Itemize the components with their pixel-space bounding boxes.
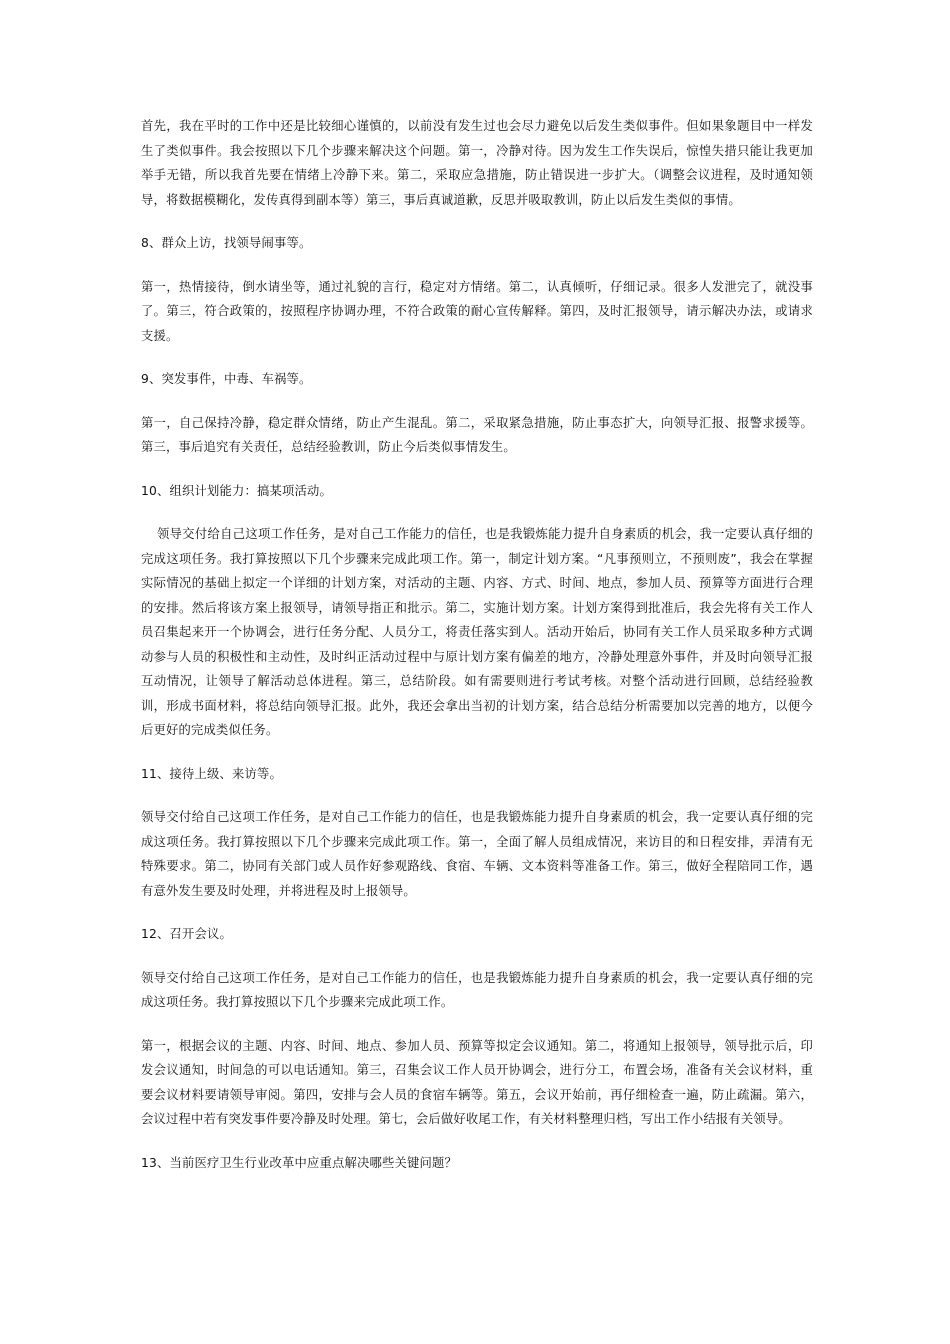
heading-organize-activity: 10、组织计划能力：搞某项活动。: [141, 483, 333, 498]
heading-meeting: 12、召开会议。: [141, 927, 233, 941]
paragraph-organize-activity: 领导交付给自己这项工作任务，是对自己工作能力的信任，也是我锻炼能力提升自身素质的机会，我一定要认真仔细的完成这项任务。我打算按照以下几个步骤来完成此项工作。第一，制定计划方案。“凡事预则立，不预则废”，我会在掌握实际情况的基础上拟定一个详细的计划方案，对活动的主题、内容、方式、时间、地点，参加人员、预算等方面进行合理的安排。然后将该方案上报领导，请领导指正和批示。第二，实施计划方案。计划方案得到批准后，我会先将有关工作人员召集起来开一个协调会，进行任务分配、人员分工，将责任落实到人。活动开始后，协同有关工作人员采取多种方式调动参与人员的积极性和主动性，及时纠正活动过程中与原计划方案有偏差的地方，冷静处理意外事件，并及时向领导汇报互动情况，让领导了解活动总体进程。第三，总结阶段。如有需要则进行考试考核。对整个活动进行回顾，总结经验教训，形成书面材料，将总结向领导汇报。此外，我还会拿出当初的计划方案，结合总结分析需要加以完善的地方，以便今后更好的完成类似任务。: [141, 527, 813, 737]
heading-emergency: 9、突发事件，中毒、车祸等。: [141, 372, 312, 386]
paragraph-petition: 第一，热情接待，倒水请坐等，通过礼貌的言行，稳定对方情绪。第二，认真倾听，仔细记录。很多人发泄完了，就没事了。第三，符合政策的，按照程序协调办理，不符合政策的耐心宣传解释。第四，及时汇报领导，请示解决办法，或请求支援。: [141, 279, 813, 343]
paragraph-emergency: 第一，自己保持冷静，稳定群众情绪，防止产生混乱。第二，采取紧急措施，防止事态扩大，向领导汇报、报警求援等。第三，事后追究有关责任，总结经验教训，防止今后类似事情发生。: [141, 415, 813, 454]
heading-petition: 8、群众上访，找领导闹事等。: [141, 236, 312, 250]
heading-reception: 11、接待上级、来访等。: [141, 766, 283, 781]
paragraph-mistake-handling: 首先，我在平时的工作中还是比较细心谨慎的，以前没有发生过也会尽力避免以后发生类似事件。但如果象题目中一样发生了类似事件。我会按照以下几个步骤来解决这个问题。第一，冷静对待。因为发生工作失误后，惊惶失措只能让我更加举手无错，所以我首先要在情绪上冷静下来。第二，采取应急措施，防止错误进一步扩大。（调整会议进程，及时通知领导，将数据模糊化，发传真得到副本等）第三，事后真诚道歉，反思并吸取教训，防止以后发生类似的事情。: [141, 119, 813, 207]
paragraph-meeting-intro: 领导交付给自己这项工作任务，是对自己工作能力的信任，也是我锻炼能力提升自身素质的机会，我一定要认真仔细的完成这项任务。我打算按照以下几个步骤来完成此项工作。: [141, 970, 813, 1009]
paragraph-reception: 领导交付给自己这项工作任务，是对自己工作能力的信任，也是我锻炼能力提升自身素质的机会，我一定要认真仔细的完成这项任务。我打算按照以下几个步骤来完成此项工作。第一，全面了解人员组成情况，来访目的和日程安排，弄清有无特殊要求。第二，协同有关部门或人员作好参观路线、食宿、车辆、文本资料等准备工作。第三，做好全程陪同工作，遇有意外发生要及时处理，并将进程及时上报领导。: [141, 810, 813, 898]
document-body: [141, 114, 813, 1194]
paragraph-meeting-steps: 第一，根据会议的主题、内容、时间、地点、参加人员、预算等拟定会议通知。第二，将通知上报领导，领导批示后，印发会议通知，时间急的可以电话通知。第三，召集会议工作人员开协调会，进行分工，布置会场，准备有关会议材料，重要会议材料要请领导审阅。第四，安排与会人员的食宿车辆等。第五，会议开始前，再仔细检查一遍，防止疏漏。第六，会议过程中若有突发事件要冷静及时处理。第七，会后做好收尾工作，有关材料整理归档，写出工作小结报有关领导。: [141, 1038, 813, 1126]
heading-healthcare-reform: 13、当前医疗卫生行业改革中应重点解决哪些关键问题？: [141, 1155, 457, 1170]
